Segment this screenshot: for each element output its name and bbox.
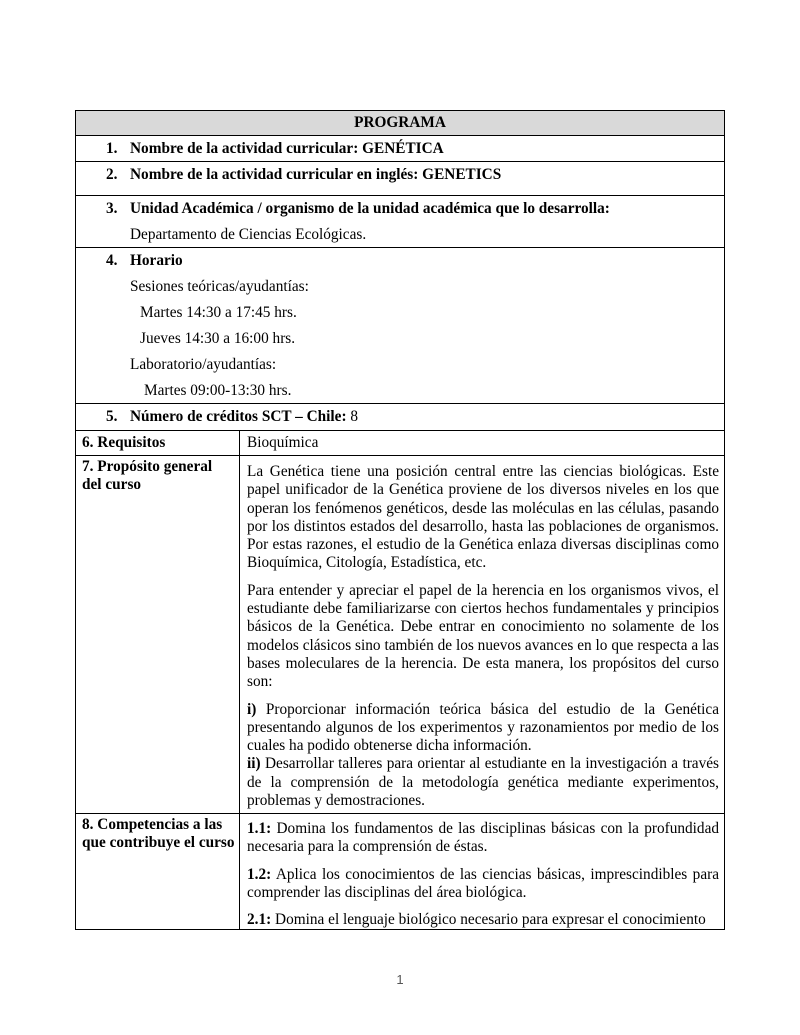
section-2-english-name [75,162,725,196]
section-5-number: 5. [106,408,118,425]
section-3-academic-unit [75,196,725,248]
section-6-requirements [75,431,725,456]
section-5-label: Número de créditos SCT – Chile: [130,408,347,425]
competency-2-1 [247,911,719,929]
purpose-paragraph-2: Para entender y apreciar el papel de la herencia en los organismos vivos, el estudiante debe familiarizarse con ciertos hechos fundamentales y principios básicos de la Genética. Debe entrar en conocimiento no solamente de los modelos clásicos sino también de los nuevos avances en lo que respecta a las bases moleculares de la herencia. De esta manera, los propósitos del curso son: [247,581,719,691]
purpose-item-ii-text: Desarrollar talleres para orientar al estudiante en la investigación a través de la comprensión de la metodología genética mediante experimentos, problemas y demostraciones. [247,755,719,810]
section-8-label: 8. Competencias a las que contribuye el curso [76,814,240,929]
section-6-label: 6. Requisitos [76,431,240,455]
competency-1-1-text: Domina los fundamentos de las disciplinas básicas con la profundidad necesaria para la comprensión de éstas. [247,820,720,856]
purpose-item-i-marker: i) [247,700,257,718]
section-4-number: 4. [106,252,118,269]
schedule-session-2: Jueves 14:30 a 16:00 hrs. [140,330,296,347]
competency-1-1 [247,820,719,857]
competency-1-1-marker: 1.1: [247,820,272,837]
section-3-number: 3. [106,200,118,217]
program-table [75,110,725,930]
section-4-label: Horario [130,252,183,269]
section-8-competencies [75,814,725,930]
section-3-label: Unidad Académica / organismo de la unidad académica que lo desarrolla: [130,200,610,217]
competency-2-1-text: Domina el lenguaje biológico necesario para expresar el conocimiento [275,911,706,929]
competency-1-2 [247,866,719,903]
section-7-label: 7. Propósito general del curso [76,456,240,813]
schedule-lab-1: Martes 09:00-13:30 hrs. [144,382,292,399]
competency-1-2-text: Aplica los conocimientos de las ciencias básicas, imprescindibles para comprender las disciplinas del área biológica. [247,865,719,901]
purpose-item-i-text: Proporcionar información teórica básica del estudio de la Genética presentando algunos de los experimentos y razonamientos por medio de los cuales ha podido obtenerse dicha información. [247,700,719,755]
competency-1-2-marker: 1.2: [247,865,272,883]
section-4-schedule [75,248,725,404]
section-7-purpose [75,456,725,814]
section-6-value: Bioquímica [247,434,319,451]
section-1-number: 1. [106,140,118,157]
competency-2-1-marker: 2.1: [247,911,272,929]
program-header: PROGRAMA [75,110,725,136]
section-2-number: 2. [106,166,118,183]
section-3-value: Departamento de Ciencias Ecológicas. [130,226,367,243]
section-1-name [75,136,725,162]
purpose-item-i [247,701,719,756]
purpose-paragraph-1: La Genética tiene una posición central entre las ciencias biológicas. Este papel unificador de la Genética proviene de los diversos niveles en los que operan los fenómenos genéticos, desde las moléculas en las células, pasando por los distintos estados del desarrollo, hasta las poblaciones de organismos. Por estas razones, el estudio de la Genética enlaza diversas disciplinas como Bioquímica, Citología, Estadística, etc. [247,463,719,572]
purpose-item-ii-marker: ii) [247,755,261,773]
section-5-value: 8 [350,408,359,425]
schedule-sessions-label: Sesiones teóricas/ayudantías: [130,278,309,295]
section-5-credits [75,404,725,431]
purpose-item-ii [247,755,719,810]
schedule-session-1: Martes 14:30 a 17:45 hrs. [140,304,297,321]
schedule-lab-label: Laboratorio/ayudantías: [130,356,277,373]
section-1-label: Nombre de la actividad curricular: GENÉTICA [130,140,444,157]
page-number: 1 [396,972,404,987]
section-2-label: Nombre de la actividad curricular en inglés: GENETICS [130,166,502,183]
